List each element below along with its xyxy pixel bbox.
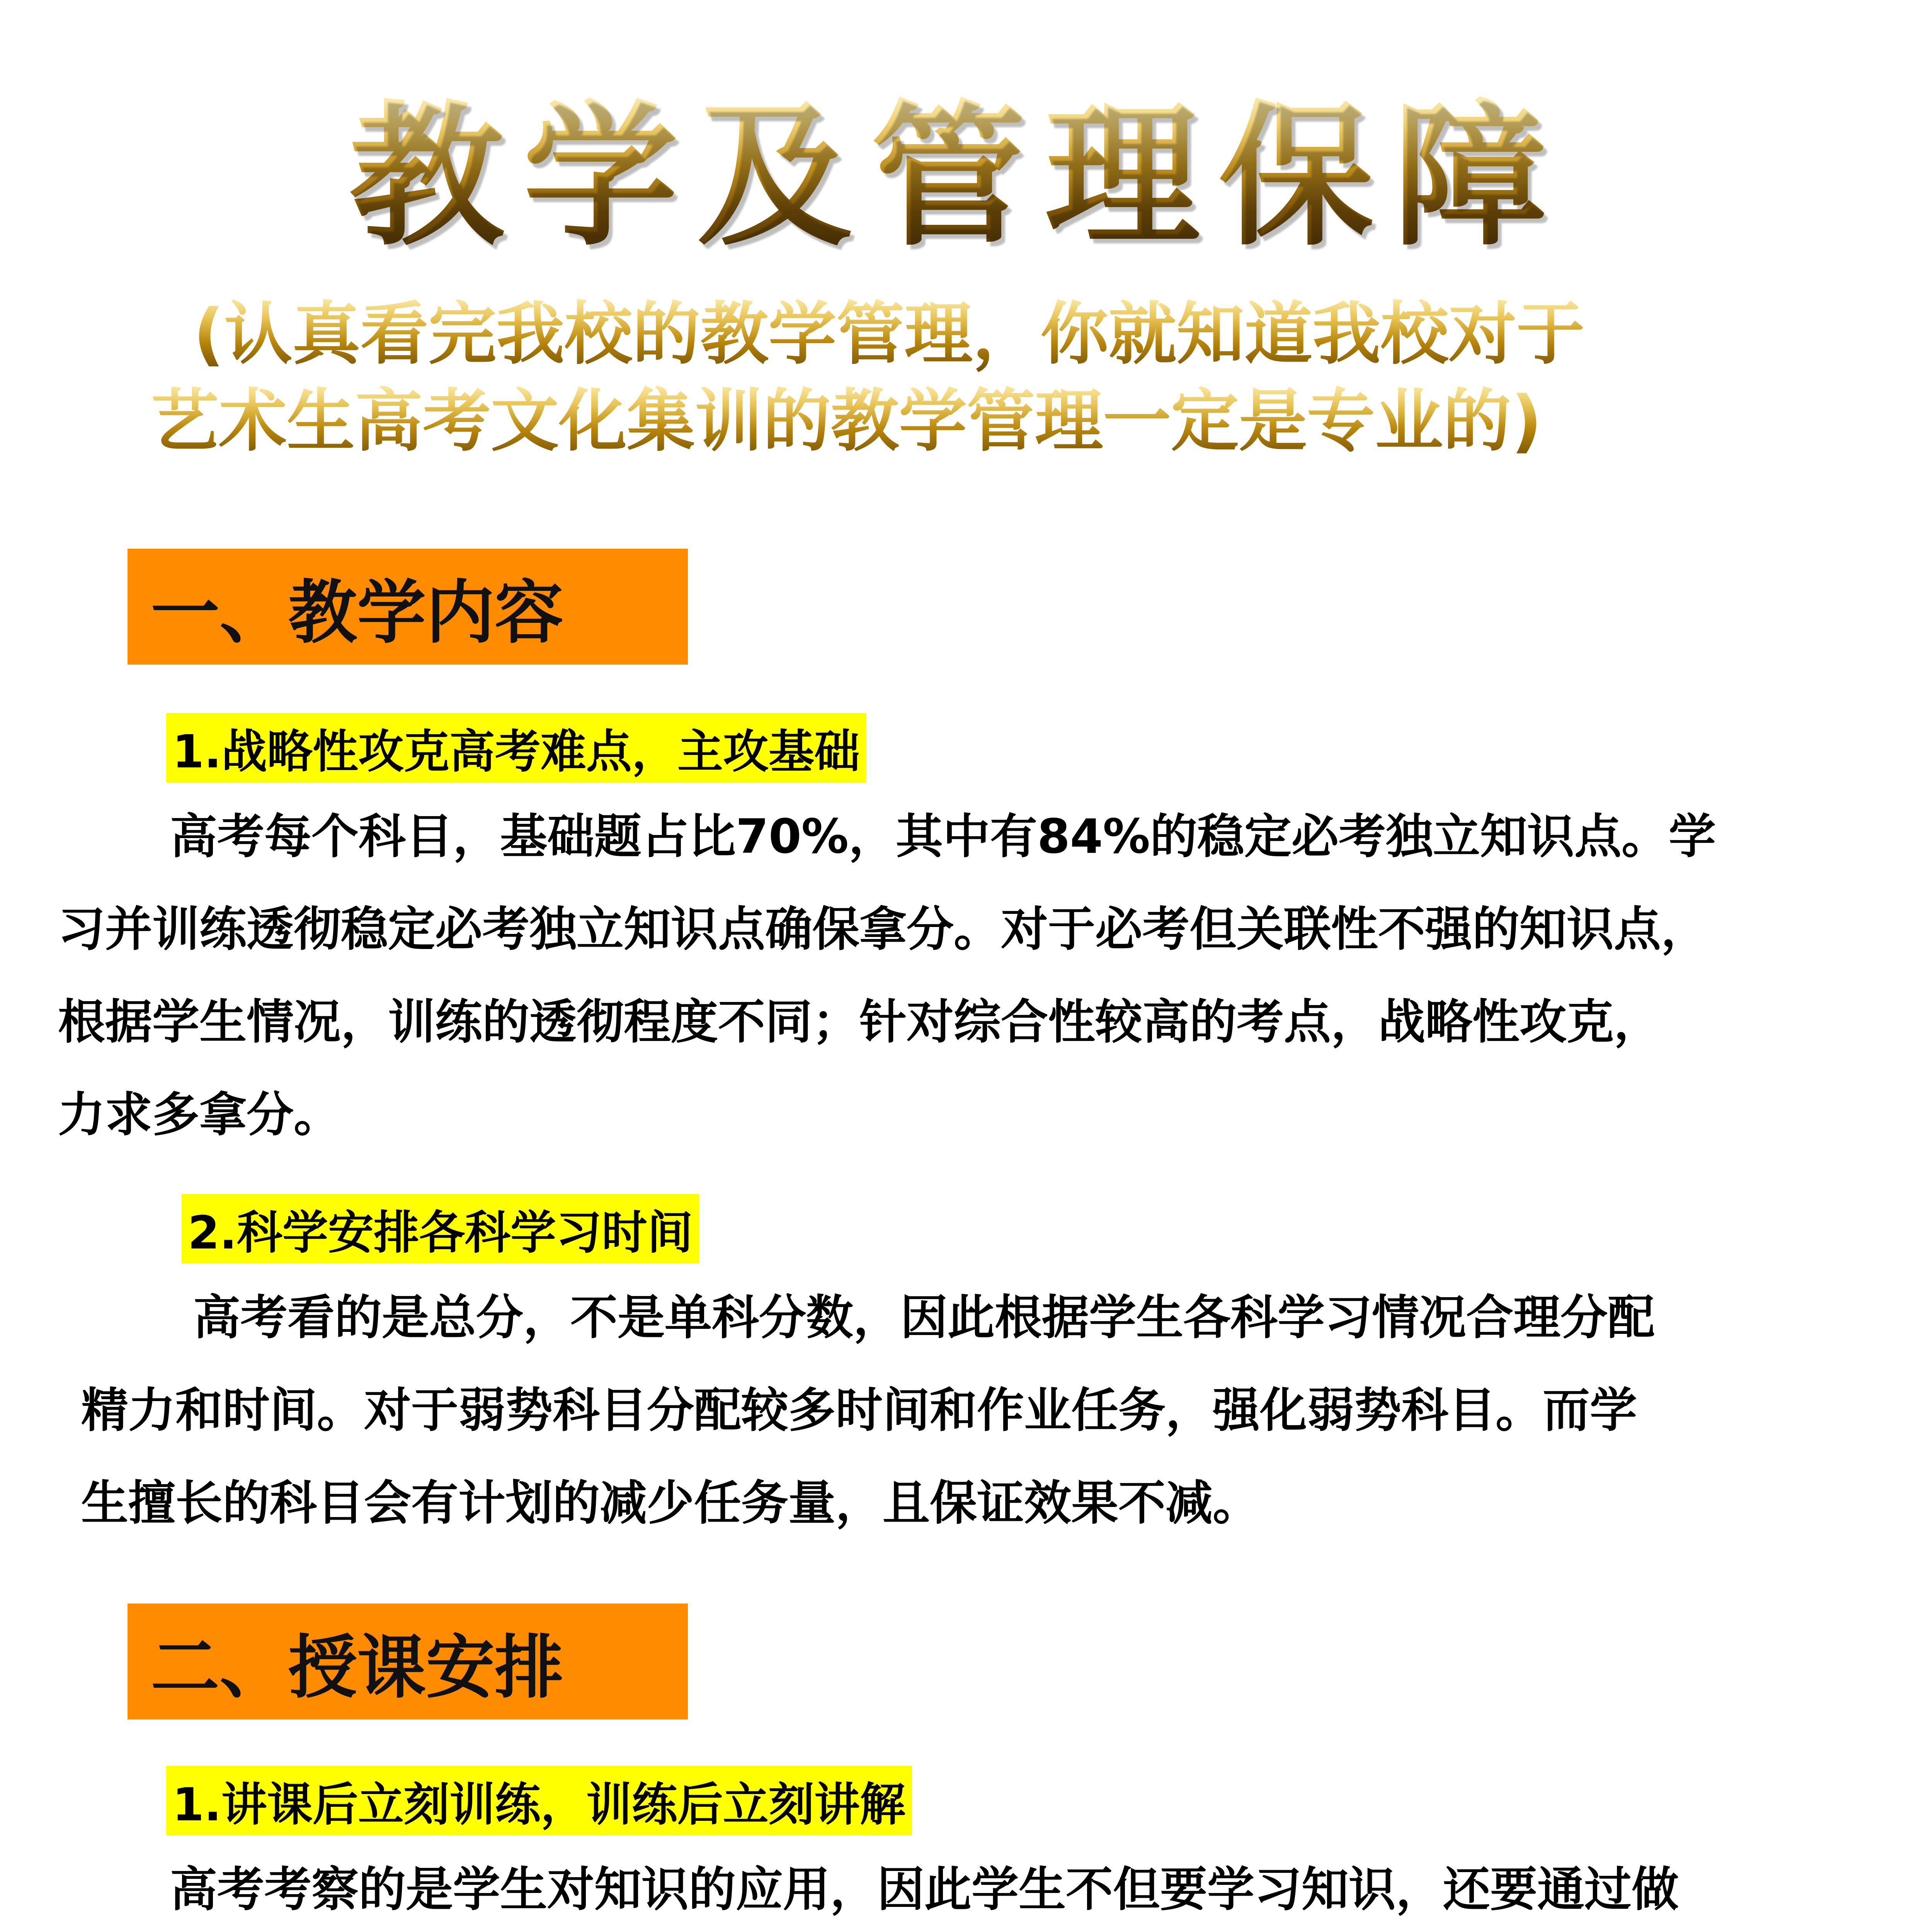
section-heading-text: 二、授课安排 [151,1628,563,1708]
paragraph-time-allocation [81,1271,1655,1549]
paragraph-line: 高考每个科目，基础题占比70%，其中有84%的稳定必考独立知识点。学 [170,809,1716,864]
paragraph-line: 高考看的是总分，不是单科分数，因此根据学生各科学习情况合理分配 [193,1290,1655,1345]
subheading-strategic-focus: 1.战略性攻克高考难点，主攻基础 [166,713,866,782]
page-title: 教学及管理保障 [0,85,1916,267]
section-header-class-arrangement [128,1604,688,1719]
subtitle-line-1: (认真看完我校的教学管理，你就知道我校对于 [193,294,1584,375]
paragraph-line: 精力和时间。对于弱势科目分配较多时间和作业任务，强化弱势科目。而学 [81,1383,1637,1438]
paragraph-line: 生擅长的科目会有计划的减少任务量，且保证效果不减。 [81,1476,1260,1531]
paragraph-line: 根据学生情况，训练的透彻程度不同；针对综合性较高的考点，战略性攻克， [58,995,1661,1049]
paragraph-strategic-focus [58,790,1716,1161]
subtitle-line-2: 艺术生高考文化集训的教学管理一定是专业的) [151,381,1542,462]
paragraph-line: 高考考察的是学生对知识的应用，因此学生不但要学习知识，还要通过做 [170,1862,1679,1917]
section-header-teaching-content [128,549,688,665]
section-heading-text: 一、教学内容 [151,573,563,653]
paragraph-line: 习并训练透彻稳定必考独立知识点确保拿分。对于必考但关联性不强的知识点， [58,902,1708,957]
subheading-time-allocation: 2.科学安排各科学习时间 [182,1194,699,1264]
paragraph-line: 力求多拿分。 [58,1087,341,1142]
paragraph-practice-after-lecture [58,1843,1708,1932]
subheading-practice-after-lecture: 1.讲课后立刻训练，训练后立刻讲解 [166,1766,912,1835]
